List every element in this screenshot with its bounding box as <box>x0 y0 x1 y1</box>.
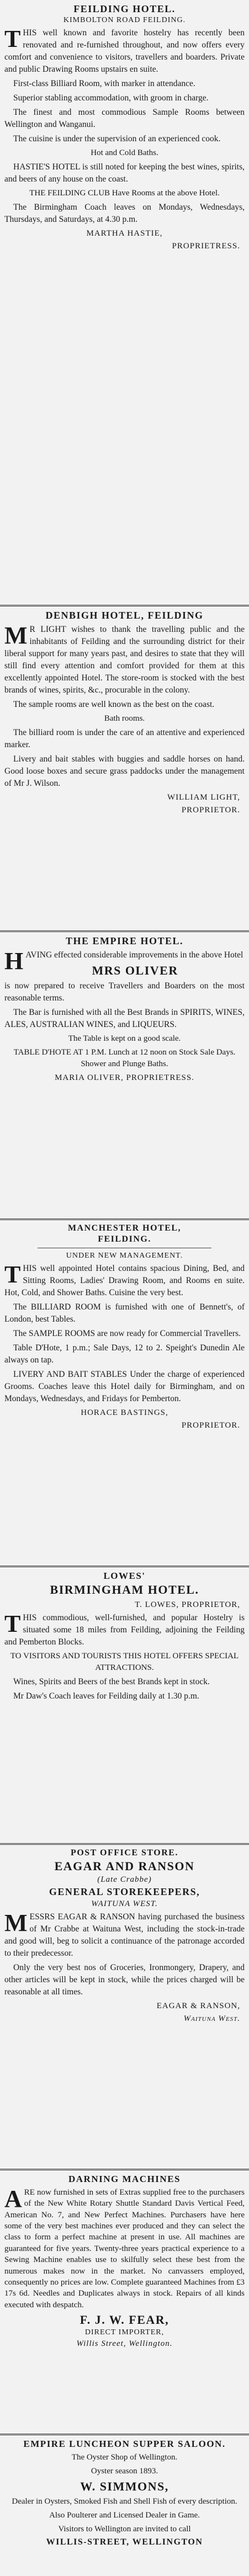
ad-signature-title: DIRECT IMPORTER, <box>84 2328 165 2337</box>
ad-paragraph: The Bar is furnished with all the Best Brands in SPIRITS, WINES, ALES, AUSTRALIAN WINES, and LIQUEURS. <box>4 1008 245 1030</box>
ad-paragraph: First-class Billiard Room, with marker in attendance. <box>13 79 195 88</box>
ad-paragraph: Oyster season 1893. <box>91 2467 158 2476</box>
ad-heading-line3: GENERAL STOREKEEPERS, <box>49 1886 200 1897</box>
ad-paragraph: Only the very best nos of Groceries, Ironmongery, Drapery, and other articles will be kept in stock, while the prices charged will be reasonable at all times. <box>4 1962 245 1997</box>
ad-subheading: (Late Crabbe) <box>97 1875 152 1884</box>
ad-paragraph: THE FEILDING CLUB Have Rooms at the above Hotel. <box>29 189 220 198</box>
ad-paragraph: The billiard room is under the care of an attentive and experienced marker. <box>4 727 245 749</box>
ad-subheading: UNDER NEW MANAGEMENT. <box>66 1251 183 1260</box>
ad-paragraph: THIS well appointed Hotel contains spacious Dining, Bed, and Sitting Rooms, Ladies' Drawing Room, and Rooms en suite. Hot, Cold, and Shower Baths. Cuisine the very best. <box>4 1260 245 1297</box>
ad-paragraph: Table D'Hote, 1 p.m.; Sale Days, 12 to 2. Speight's Dunedin Ale always on tap. <box>4 1343 245 1365</box>
ad-heading-line2: BIRMINGHAM HOTEL. <box>50 1583 199 1597</box>
ad-paragraph: The Birmingham Coach leaves on Mondays, Wednesdays, Thursdays, and Saturdays, at 4.30 p.m. <box>4 203 245 224</box>
ad-birmingham-hotel <box>0 1567 249 1844</box>
ad-paragraph: is now prepared to receive Travellers and Boarders on the most reasonable terms. <box>4 981 245 1003</box>
ad-paragraph: Mr Daw's Coach leaves for Feilding daily at 1.30 p.m. <box>13 1691 199 1701</box>
ad-paragraph: TO VISITORS AND TOURISTS THIS HOTEL OFFERS SPECIAL ATTRACTIONS. <box>10 1652 239 1673</box>
ad-signature-title: PROPRIETOR. <box>181 805 240 815</box>
ad-paragraph: The Oyster Shop of Wellington. <box>71 2453 178 2462</box>
ad-paragraph: The finest and most commodious Sample Rooms between Wellington and Wanganui. <box>4 108 245 129</box>
ad-darning-machines <box>0 2170 249 2436</box>
ad-signature: MARTHA HASTIE, <box>86 229 163 238</box>
ad-paragraph: Also Poulterer and Licensed Dealer in Game. <box>49 2511 200 2520</box>
ad-paragraph: Livery and bait stables with buggies and saddle horses on hand. Good loose boxes and secure grass paddocks under the management of Mr J. Wilson. <box>4 754 245 788</box>
ad-paragraph: The BILLIARD ROOM is furnished with one of Bennett's, of London, best Tables. <box>4 1302 245 1324</box>
ad-paragraph: Visitors to Wellington are invited to call <box>58 2525 191 2534</box>
ad-signature: WILLIAM LIGHT, <box>167 792 240 802</box>
ad-signature: MARIA OLIVER, PROPRIETRESS. <box>55 1073 194 1083</box>
ad-paragraph: Superior stabling accommodation, with groom in charge. <box>13 93 209 103</box>
ad-paragraph: TABLE D'HOTE AT 1 P.M. Lunch at 12 noon on Stock Sale Days. Shower and Plunge Baths. <box>13 1048 236 1069</box>
ad-denbigh-hotel <box>0 606 249 932</box>
ad-heading: DARNING MACHINES <box>68 2173 181 2184</box>
ad-heading-line2: FEILDING. <box>98 1234 151 1244</box>
ad-empire-hotel <box>0 932 249 1220</box>
ad-proprietor-name: MRS OLIVER <box>92 964 178 978</box>
ad-heading: EMPIRE LUNCHEON SUPPER SALOON. <box>23 2439 226 2450</box>
ad-heading-line2: EAGAR AND RANSON <box>54 1859 195 1873</box>
ad-signature-title: Waituna West. <box>183 2014 240 2023</box>
ad-feilding-hotel <box>0 0 249 606</box>
ad-paragraph: HASTIE'S HOTEL is still noted for keeping the best wines, spirits, and beers of any house on the coast. <box>4 162 245 184</box>
ad-signature: HORACE BASTINGS, <box>81 1408 168 1417</box>
ad-address: Willis Street, Wellington. <box>76 2339 173 2349</box>
ad-post-office-store <box>0 1845 249 2170</box>
ad-paragraph: Hot and Cold Baths. <box>91 148 158 157</box>
ad-paragraph: MR LIGHT wishes to thank the travelling public and the inhabitants of Feilding and the surrounding district for their liberal support for many years past, and desires to state that they will still find every attention and comfort provided for them at this excellently appointed Hotel. The store-room is stocked with the best brands of wines, spirits, &c., procurable in the colony. <box>4 621 245 695</box>
ad-paragraph: MESSRS EAGAR & RANSON having purchased the business of Mr Crabbe at Waituna West, including the stock-in-trade and good will, beg to solicit a continuance of the patronage accorded to their predecessor. <box>4 1909 245 1958</box>
ad-heading: MANCHESTER HOTEL, <box>67 1223 182 1233</box>
ad-paragraph: The cuisine is under the supervision of an experienced cook. <box>13 134 221 143</box>
ad-paragraph: The SAMPLE ROOMS are now ready for Commercial Travellers. <box>13 1328 241 1338</box>
ad-heading: FEILDING HOTEL. <box>73 3 176 14</box>
ad-paragraph: Dealer in Oysters, Smoked Fish and Shell Fish of every description. <box>12 2497 237 2506</box>
ad-signature: EAGAR & RANSON, <box>156 2001 240 2010</box>
ad-paragraph: HAVING effected considerable improvements in the above Hotel <box>4 948 243 975</box>
ad-paragraph: Bath rooms. <box>104 714 145 723</box>
ad-manchester-hotel <box>0 1220 249 1567</box>
ad-subheading: KIMBOLTON ROAD FEILDING. <box>63 16 186 24</box>
ad-empire-luncheon-saloon <box>0 2435 249 2576</box>
ad-heading: DENBIGH HOTEL, FEILDING <box>45 609 204 621</box>
ad-paragraph: THIS well known and favorite hostelry has recently been renovated and re-furnished throughout, and now offers every comfort and convenience to visitors, travellers and boarders. Private and public Drawing Rooms upstairs en suite. <box>4 25 245 74</box>
ad-paragraph: The Table is kept on a good scale. <box>68 1034 181 1044</box>
ad-paragraph: ARE now furnished in sets of Extras supplied free to the purchasers of the New White Rotary Shuttle Standard Davis Vertical Feed, American No. 7, and New Perfect Machines. Purchasers have here some of the very best machines ever produced and they can select the class to form a perfect machine at present in use. All machines are guaranteed for five years. Twenty-three years practical experience to a Sewing Machine enables use to skilfully select these best from the numerous makes now in the market. No canvassers employed, consequently no prices are low. Complete guaranteed Machines from £3 17s 6d. Needles and Duplicates always in stock. Repairs of all kinds executed with despatch. <box>4 2185 245 2309</box>
ad-signature-title: PROPRIETRESS. <box>172 242 240 251</box>
ad-paragraph: LIVERY AND BAIT STABLES Under the charge of experienced Grooms. Coaches leave this Hotel daily for Birmingham, and on Mondays, Wednesdays, and Fridays for Pemberton. <box>4 1369 245 1403</box>
ad-heading: POST OFFICE STORE. <box>71 1848 178 1858</box>
ad-signature: W. SIMMONS, <box>80 2479 169 2494</box>
ad-heading: LOWES' <box>103 1571 146 1582</box>
ad-paragraph: THIS commodious, well-furnished, and popular Hostelry is situated some 18 miles from Feilding, adjoining the Feilding and Pemberton Blocks. <box>4 1610 245 1647</box>
ad-paragraph: Wines, Spirits and Beers of the best Brands kept in stock. <box>13 1677 210 1687</box>
ad-heading: THE EMPIRE HOTEL. <box>65 935 184 947</box>
ad-paragraph: The sample rooms are well known as the best on the coast. <box>13 699 215 709</box>
ad-signature-title: PROPRIETOR. <box>181 1420 240 1430</box>
ad-proprietor: T. LOWES, PROPRIETOR, <box>135 1600 240 1610</box>
ad-signature: F. J. W. FEAR, <box>80 2313 169 2327</box>
ad-subheading-2: WAITUNA WEST. <box>91 1899 158 1908</box>
ad-footer: WILLIS-STREET, WELLINGTON <box>46 2537 203 2547</box>
